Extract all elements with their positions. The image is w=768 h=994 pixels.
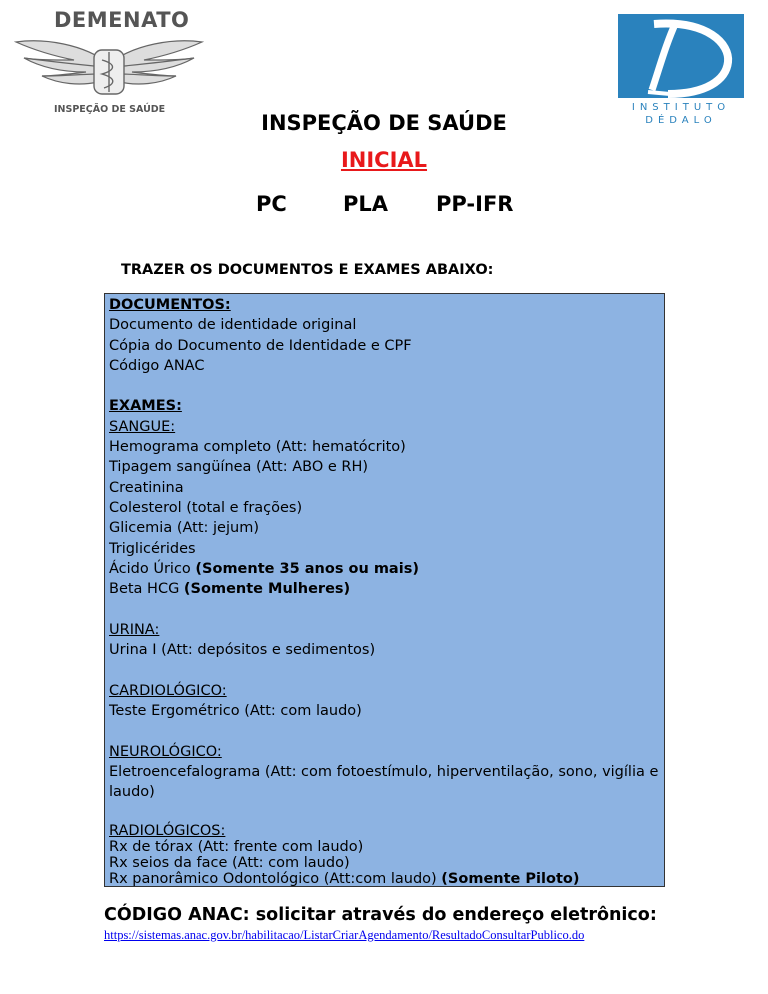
logo-name: DEMENATO	[54, 8, 190, 32]
wings-emblem-icon	[14, 36, 204, 102]
sangue-item: Colesterol (total e frações)	[109, 499, 303, 516]
exames-header: EXAMES:	[109, 398, 182, 415]
logo-line1: INSTITUTO	[631, 102, 731, 113]
radio-item: Rx seios da face (Att: com laudo)	[109, 854, 350, 871]
documento-item: Documento de identidade original	[109, 317, 357, 334]
codigo-anac-text: CÓDIGO ANAC: solicitar através do endereço eletrônico:	[104, 905, 657, 925]
urina-header: URINA:	[109, 621, 160, 638]
radio-last-label: Rx panorâmico Odontológico (Att:com laudo)	[109, 870, 442, 887]
documentos-header: DOCUMENTOS:	[109, 297, 231, 313]
radio-header: RADIOLÓGICOS:	[109, 822, 226, 839]
beta-label: Beta HCG	[109, 581, 184, 598]
category-pla: PLA	[343, 192, 389, 216]
sangue-item-beta	[109, 579, 660, 599]
instruction-text: TRAZER OS DOCUMENTOS E EXAMES ABAIXO:	[121, 262, 494, 278]
page-title: INSPEÇÃO DE SAÚDE	[261, 111, 507, 135]
requirements-box	[104, 293, 665, 887]
documento-item: Cópia do Documento de Identidade e CPF	[109, 337, 412, 354]
radio-item: Rx de tórax (Att: frente com laudo)	[109, 838, 364, 855]
d-letter-icon	[618, 14, 744, 98]
sangue-item-acido	[109, 559, 660, 579]
neuro-header: NEUROLÓGICO:	[109, 743, 222, 760]
demenato-logo	[14, 6, 204, 118]
category-pp-ifr: PP-IFR	[436, 192, 514, 216]
radio-item-last	[109, 871, 660, 887]
sangue-header: SANGUE:	[109, 418, 176, 435]
logo-subtitle: INSPEÇÃO DE SAÚDE	[54, 104, 166, 115]
neuro-item: Eletroencefalograma (Att: com fotoestímulo, hiperventilação, sono, vigília e laudo)	[109, 763, 659, 801]
sangue-item: Triglicérides	[109, 540, 196, 557]
urina-item: Urina I (Att: depósitos e sedimentos)	[109, 642, 376, 659]
cardio-item: Teste Ergométrico (Att: com laudo)	[109, 702, 362, 719]
acido-label: Ácido Úrico	[109, 560, 196, 577]
beta-note: (Somente Mulheres)	[183, 581, 351, 598]
logo-line2: DÉDALO	[645, 115, 717, 126]
cardio-header: CARDIOLÓGICO:	[109, 682, 227, 699]
logo-box	[618, 14, 744, 98]
sangue-item: Glicemia (Att: jejum)	[109, 520, 259, 537]
page-subtitle: INICIAL	[340, 148, 428, 172]
sangue-item: Creatinina	[109, 479, 184, 496]
sangue-item: Hemograma completo (Att: hematócrito)	[109, 439, 406, 456]
sangue-item: Tipagem sangüínea (Att: ABO e RH)	[109, 459, 369, 476]
radio-last-note: (Somente Piloto)	[441, 870, 580, 887]
category-pc: PC	[256, 192, 287, 216]
anac-link[interactable]: https://sistemas.anac.gov.br/habilitacao/ListarCriarAgendamento/ResultadoConsultarPublico.do	[104, 928, 585, 942]
acido-note: (Somente 35 anos ou mais)	[195, 560, 419, 577]
documento-item: Código ANAC	[109, 357, 205, 374]
